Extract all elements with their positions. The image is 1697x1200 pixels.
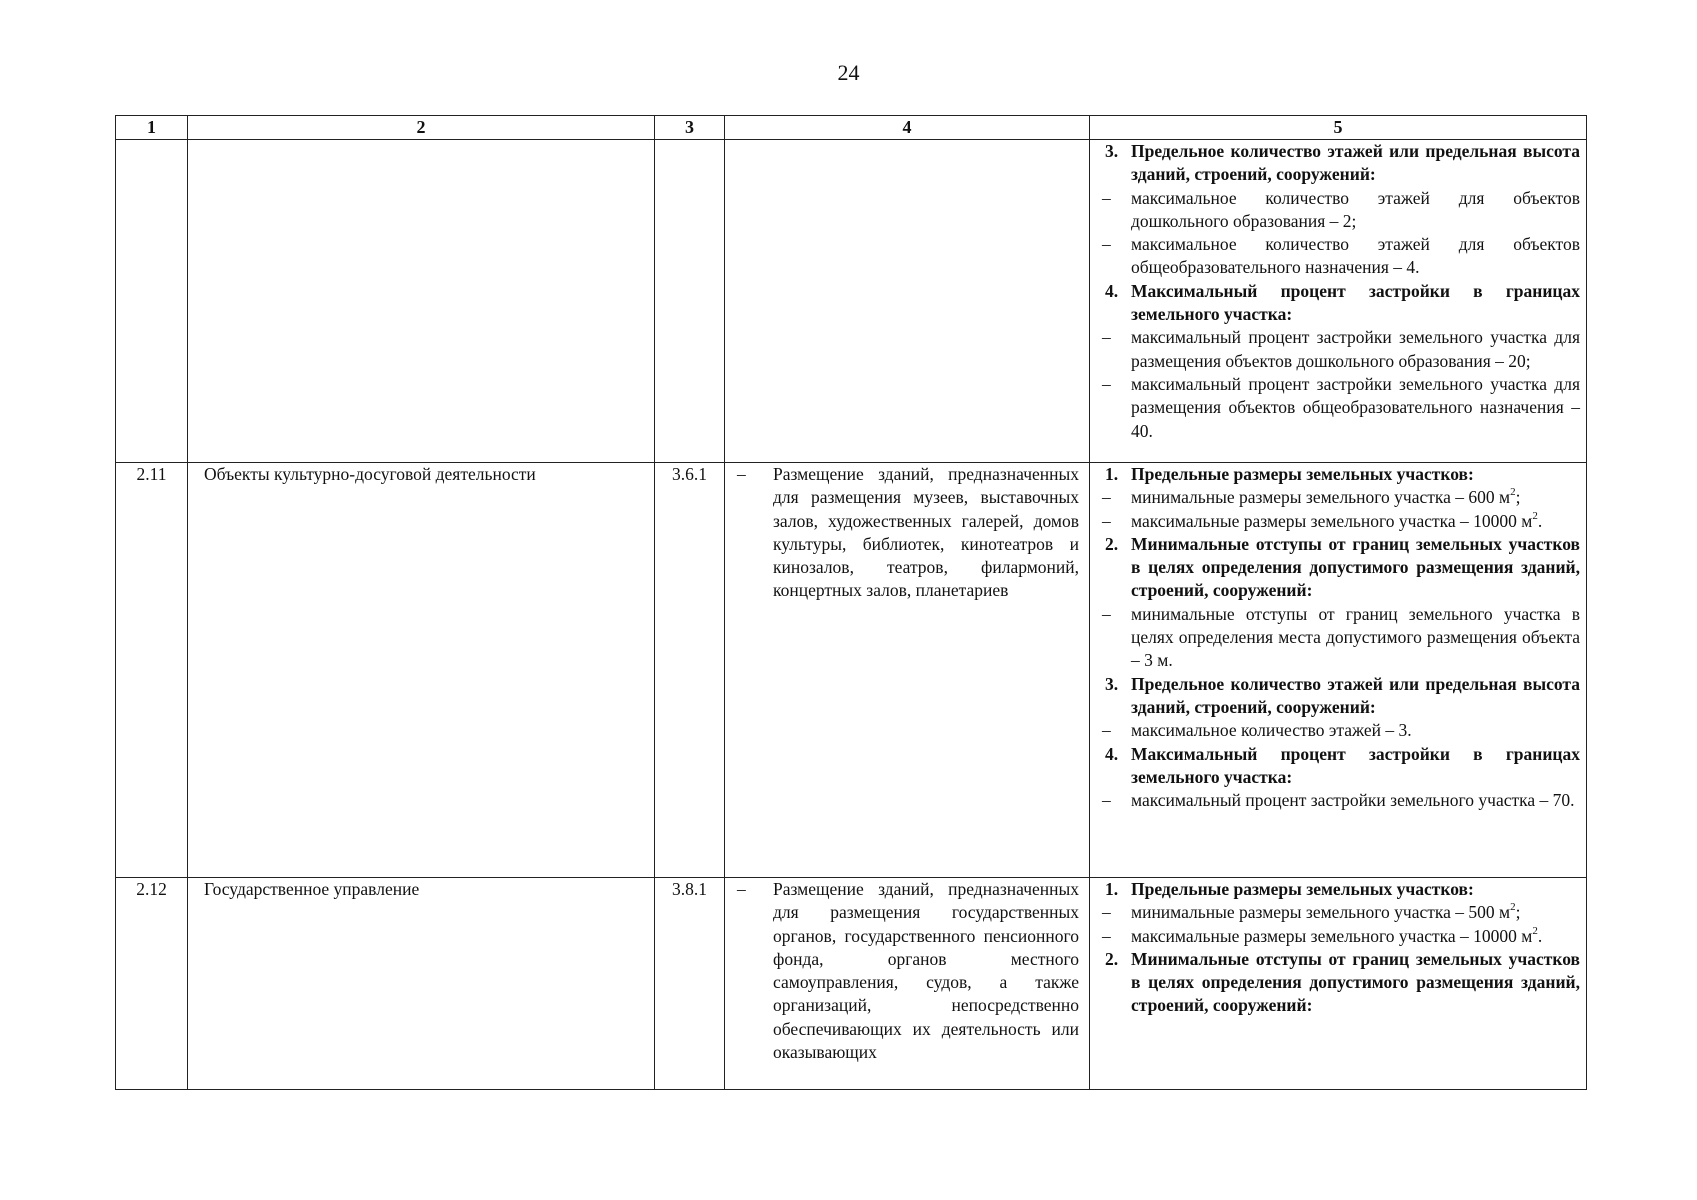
superscript: 2	[1510, 486, 1516, 499]
item-text	[1131, 533, 1580, 603]
item-text-main: максимальное количество этажей для объектов дошкольного образования – 2;	[1131, 187, 1580, 231]
item-text-main: максимальный процент застройки земельного участка – 70.	[1131, 790, 1575, 811]
parameter-heading	[1102, 743, 1580, 790]
parameter-heading	[1102, 280, 1580, 327]
superscript: 2	[1510, 901, 1516, 914]
item-text	[1131, 486, 1580, 509]
parameter-bullet	[1102, 187, 1580, 234]
parameter-bullet	[1102, 719, 1580, 742]
item-marker: 3.	[1105, 673, 1119, 694]
item-text-main: Предельные размеры земельных участков:	[1131, 464, 1474, 484]
column-header-1: 1	[116, 116, 188, 140]
item-text	[1131, 673, 1580, 720]
row-code	[655, 140, 725, 463]
parameter-bullet	[1102, 233, 1580, 280]
item-text-main: максимальный процент застройки земельного участка для размещения объектов дошкольного образования – 20;	[1131, 327, 1580, 371]
description-item	[725, 463, 1089, 603]
item-text	[1131, 719, 1580, 742]
row-parameters	[1090, 878, 1587, 1090]
row-code: 3.8.1	[655, 878, 725, 1090]
item-text	[1131, 743, 1580, 790]
item-text-main: максимальное количество этажей – 3.	[1131, 720, 1412, 741]
item-marker: –	[1102, 790, 1111, 811]
item-marker: –	[1102, 187, 1111, 208]
table-row	[116, 463, 1587, 878]
column-header-3: 3	[655, 116, 725, 140]
item-text	[1131, 233, 1580, 280]
item-text	[1131, 878, 1580, 901]
row-number	[116, 140, 188, 463]
item-text	[1131, 948, 1580, 1018]
dash-marker: –	[737, 879, 746, 899]
item-text-tail: .	[1537, 510, 1543, 531]
parameter-heading	[1102, 140, 1580, 187]
item-marker: –	[1102, 487, 1111, 508]
row-parameters	[1090, 463, 1587, 878]
item-text	[1131, 373, 1580, 443]
row-name: Государственное управление	[188, 878, 655, 1090]
row-description	[725, 463, 1090, 878]
item-text-main: максимальный процент застройки земельного участка для размещения объектов общеобразовательного назначения – 40.	[1131, 373, 1580, 441]
item-text	[1131, 280, 1580, 327]
item-text	[1131, 187, 1580, 234]
item-text	[1131, 789, 1580, 812]
parameter-bullet	[1102, 510, 1580, 533]
superscript: 2	[1532, 924, 1538, 937]
item-text-main: минимальные размеры земельного участка – 600 м	[1131, 487, 1511, 508]
row-description	[725, 140, 1090, 463]
item-marker: 4.	[1105, 280, 1119, 301]
table-row	[116, 140, 1587, 463]
parameter-bullet	[1102, 373, 1580, 443]
row-number: 2.12	[116, 878, 188, 1090]
item-text-main: Максимальный процент застройки в границах земельного участка:	[1131, 743, 1580, 787]
row-number: 2.11	[116, 463, 188, 878]
item-text-main: Предельные размеры земельных участков:	[1131, 879, 1474, 899]
row-name	[188, 140, 655, 463]
item-marker: –	[1102, 373, 1111, 394]
column-header-4: 4	[725, 116, 1090, 140]
item-text	[1131, 603, 1580, 673]
parameter-bullet	[1102, 326, 1580, 373]
item-text-main: Предельное количество этажей или предельная высота зданий, строений, сооружений:	[1131, 673, 1580, 717]
description-text: Размещение зданий, предназначенных для размещения музеев, выставочных залов, художественных галерей, домов культуры, библиотек, кинотеатров и кинозалов, театров, филармоний, концертных залов, планетариев	[773, 464, 1079, 601]
superscript: 2	[1532, 509, 1538, 522]
parameter-bullet	[1102, 789, 1580, 812]
table-body	[116, 140, 1587, 1090]
item-marker: 4.	[1105, 743, 1119, 764]
item-text	[1131, 463, 1580, 486]
parameter-bullet	[1102, 603, 1580, 673]
page-number: 24	[837, 60, 860, 85]
parameter-heading	[1102, 463, 1580, 486]
column-header-5: 5	[1090, 116, 1587, 140]
item-text-main: Предельное количество этажей или предельная высота зданий, строений, сооружений:	[1131, 141, 1580, 185]
item-text	[1131, 140, 1580, 187]
item-marker: –	[1102, 902, 1111, 923]
row-parameters	[1090, 140, 1587, 463]
dash-marker: –	[737, 464, 746, 484]
description-item	[725, 878, 1089, 1064]
regulations-table	[115, 115, 1587, 1090]
item-marker: –	[1102, 510, 1111, 531]
item-marker: –	[1102, 603, 1111, 624]
row-code: 3.6.1	[655, 463, 725, 878]
parameter-bullet	[1102, 486, 1580, 509]
item-text	[1131, 901, 1580, 924]
item-marker: 1.	[1105, 879, 1119, 899]
table-row	[116, 878, 1587, 1090]
column-header-2: 2	[188, 116, 655, 140]
parameter-heading	[1102, 948, 1580, 1018]
table-header	[116, 116, 1587, 140]
item-marker: –	[1102, 327, 1111, 348]
item-marker: 3.	[1105, 141, 1119, 161]
item-marker: 2.	[1105, 948, 1119, 969]
item-text-tail: ;	[1515, 902, 1521, 923]
item-text-main: максимальные размеры земельного участка – 10000 м	[1131, 510, 1533, 531]
item-text-tail: .	[1537, 925, 1543, 946]
item-text-main: Максимальный процент застройки в границах земельного участка:	[1131, 280, 1580, 325]
item-marker: –	[1102, 925, 1111, 946]
row-description	[725, 878, 1090, 1090]
parameter-heading	[1102, 533, 1580, 603]
item-text-tail: ;	[1515, 487, 1521, 508]
item-marker: 1.	[1105, 464, 1119, 484]
parameter-heading	[1102, 878, 1580, 901]
item-text-main: Минимальные отступы от границ земельных участков в целях определения допустимого размещения зданий, строений, сооружений:	[1131, 948, 1580, 1016]
item-text-main: максимальные размеры земельного участка – 10000 м	[1131, 925, 1533, 946]
item-text-main: максимальное количество этажей для объектов общеобразовательного назначения – 4.	[1131, 234, 1580, 278]
item-text-main: минимальные размеры земельного участка – 500 м	[1131, 902, 1511, 923]
row-name: Объекты культурно-досуговой деятельности	[188, 463, 655, 878]
item-marker: –	[1102, 720, 1111, 741]
description-text: Размещение зданий, предназначенных для размещения государственных органов, государственного пенсионного фонда, органов местного самоуправления, судов, а также организаций, непосредственно обеспечивающих их деятельность или оказывающих	[773, 879, 1079, 1063]
item-text-main: Минимальные отступы от границ земельных участков в целях определения допустимого размещения зданий, строений, сооружений:	[1131, 533, 1580, 601]
parameter-bullet	[1102, 901, 1580, 924]
item-text-main: минимальные отступы от границ земельного участка в целях определения места допустимого размещения объекта – 3 м.	[1131, 603, 1580, 671]
item-text	[1131, 326, 1580, 373]
parameter-heading	[1102, 673, 1580, 720]
item-text	[1131, 925, 1580, 948]
parameter-bullet	[1102, 925, 1580, 948]
item-marker: 2.	[1105, 533, 1119, 554]
item-text	[1131, 510, 1580, 533]
item-marker: –	[1102, 234, 1111, 255]
